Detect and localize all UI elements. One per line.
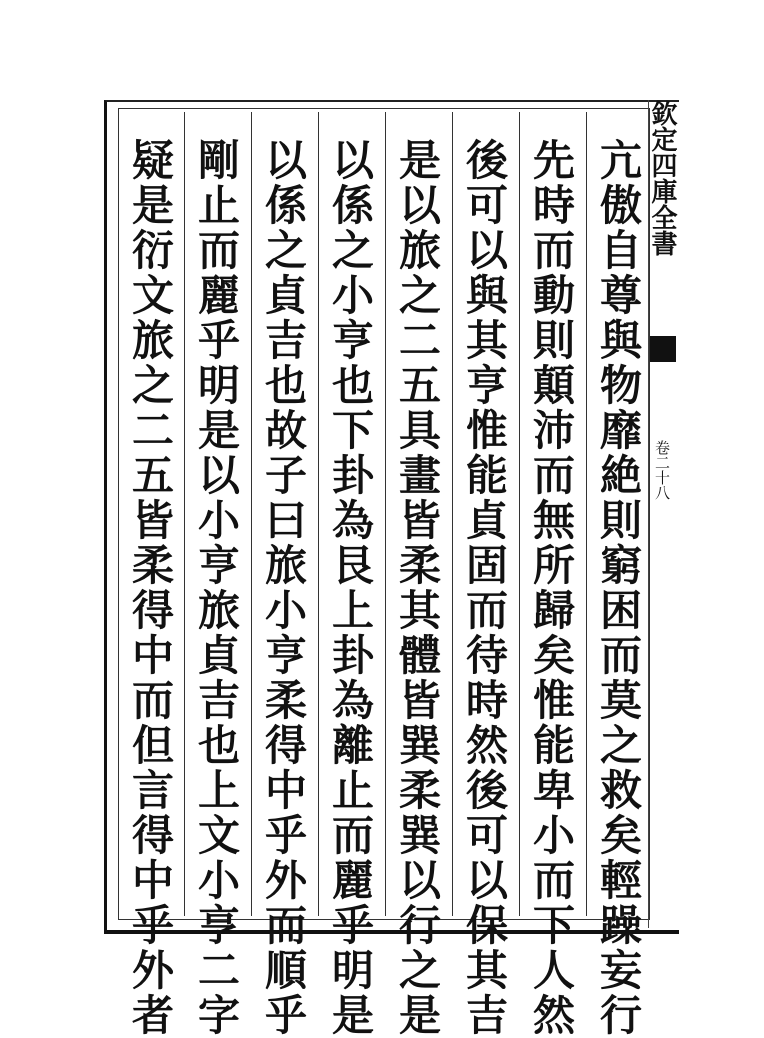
juan-number: 卷二十八	[653, 440, 671, 500]
column-rule	[318, 112, 319, 916]
column-rule	[251, 112, 252, 916]
text-column-6: 以係之貞吉也故子曰旅小亨柔得中乎外而順乎	[259, 138, 308, 1038]
book-title: 欽定四庫全書	[647, 100, 677, 256]
column-rule	[385, 112, 386, 916]
text-column-1: 亢傲自尊與物靡絶則窮困而莫之救矣輕躁妄行	[594, 138, 643, 1038]
column-rule	[586, 112, 587, 916]
text-column-7: 剛止而麗乎明是以小亨旅貞吉也上文小亨二字	[192, 138, 241, 1038]
column-rule	[184, 112, 185, 916]
text-column-5: 以係之小亨也下卦為艮上卦為離止而麗乎明是	[326, 138, 375, 1038]
column-rule	[519, 112, 520, 916]
text-column-8: 疑是衍文旅之二五皆柔得中而但言得中乎外者	[126, 138, 175, 1038]
text-column-2: 先時而動則顛沛而無所歸矣惟能卑小而下人然	[527, 138, 576, 1038]
column-rule	[452, 112, 453, 916]
text-column-4: 是以旅之二五具畫皆柔其體皆巽柔巽以行之是	[393, 138, 442, 1038]
fish-tail-mark	[650, 336, 676, 362]
text-column-3: 後可以與其亨惟能貞固而待時然後可以保其吉	[460, 138, 509, 1038]
